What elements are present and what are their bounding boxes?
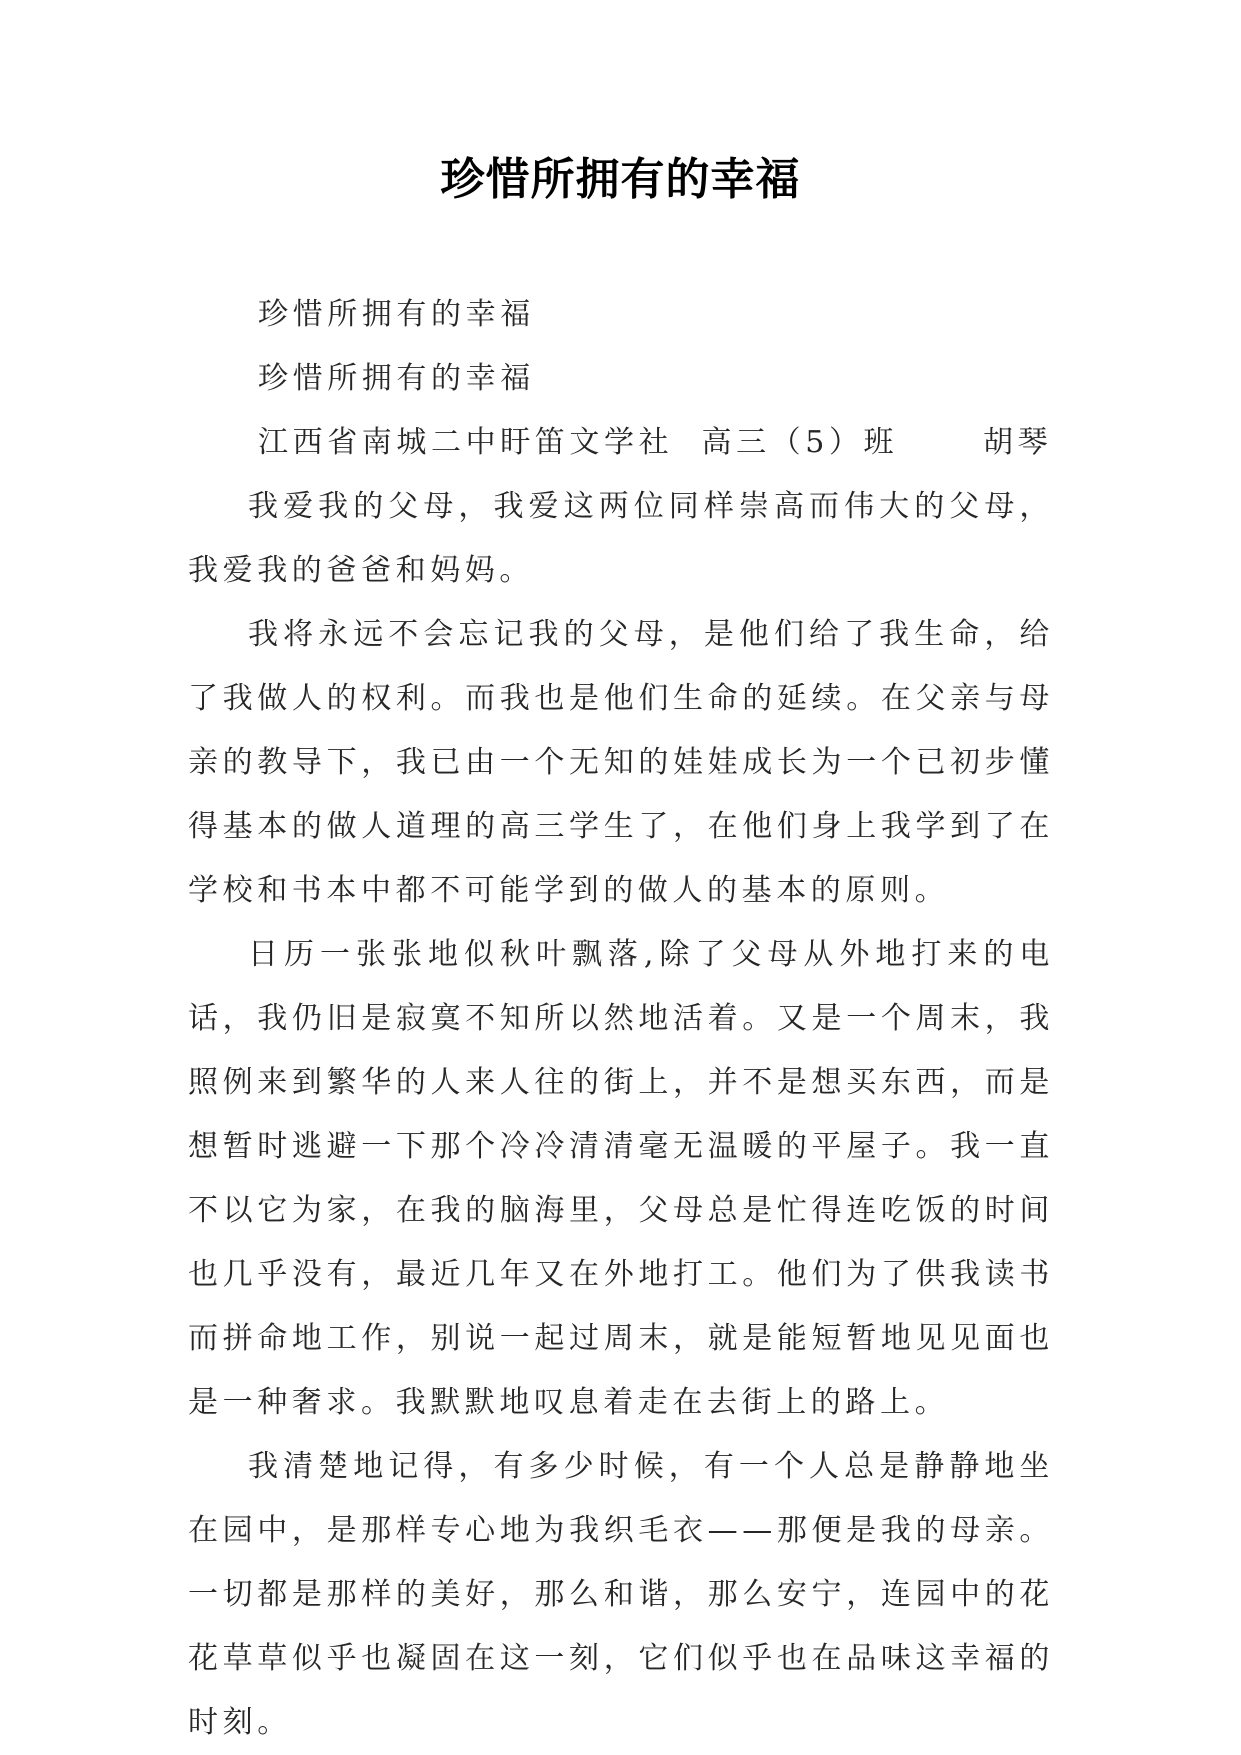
- paragraph: 我清楚地记得，有多少时候，有一个人总是静静地坐在园中，是那样专心地为我织毛衣——那便是我的母亲。一切都是那样的美好，那么和谐，那么安宁，连园中的花花草草似乎也凝固在这一刻，它们似乎也在品味这幸福的时刻。: [188, 1449, 1054, 1740]
- document-body: [188, 283, 1054, 1755]
- paragraph: 我将永远不会忘记我的父母，是他们给了我生命，给了我做人的权利。而我也是他们生命的延续。在父亲与母亲的教导下，我已由一个无知的娃娃成长为一个已初步懂得基本的做人道理的高三学生了，在他们身上我学到了在学校和书本中都不可能学到的做人的基本的原则。: [188, 617, 1054, 908]
- subtitle-line: 珍惜所拥有的幸福: [258, 361, 535, 396]
- subtitle-line: 珍惜所拥有的幸福: [258, 297, 535, 332]
- paragraph: 日历一张张地似秋叶飘落,除了父母从外地打来的电话，我仍旧是寂寞不知所以然地活着。又是一个周末，我照例来到繁华的人来人往的街上，并不是想买东西，而是想暂时逃避一下那个冷冷清清毫无温暖的平屋子。我一直不以它为家，在我的脑海里，父母总是忙得连吃饭的时间也几乎没有，最近几年又在外地打工。他们为了供我读书而拼命地工作，别说一起过周末，就是能短暂地见见面也是一种奢求。我默默地叹息着走在去街上的路上。: [188, 937, 1054, 1420]
- document-title: 珍惜所拥有的幸福: [440, 154, 801, 205]
- author-line: 江西省南城二中盱笛文学社 高三（5）班 胡琴: [258, 425, 1053, 460]
- paragraph: 我爱我的父母，我爱这两位同样崇高而伟大的父母，我爱我的爸爸和妈妈。: [188, 489, 1054, 588]
